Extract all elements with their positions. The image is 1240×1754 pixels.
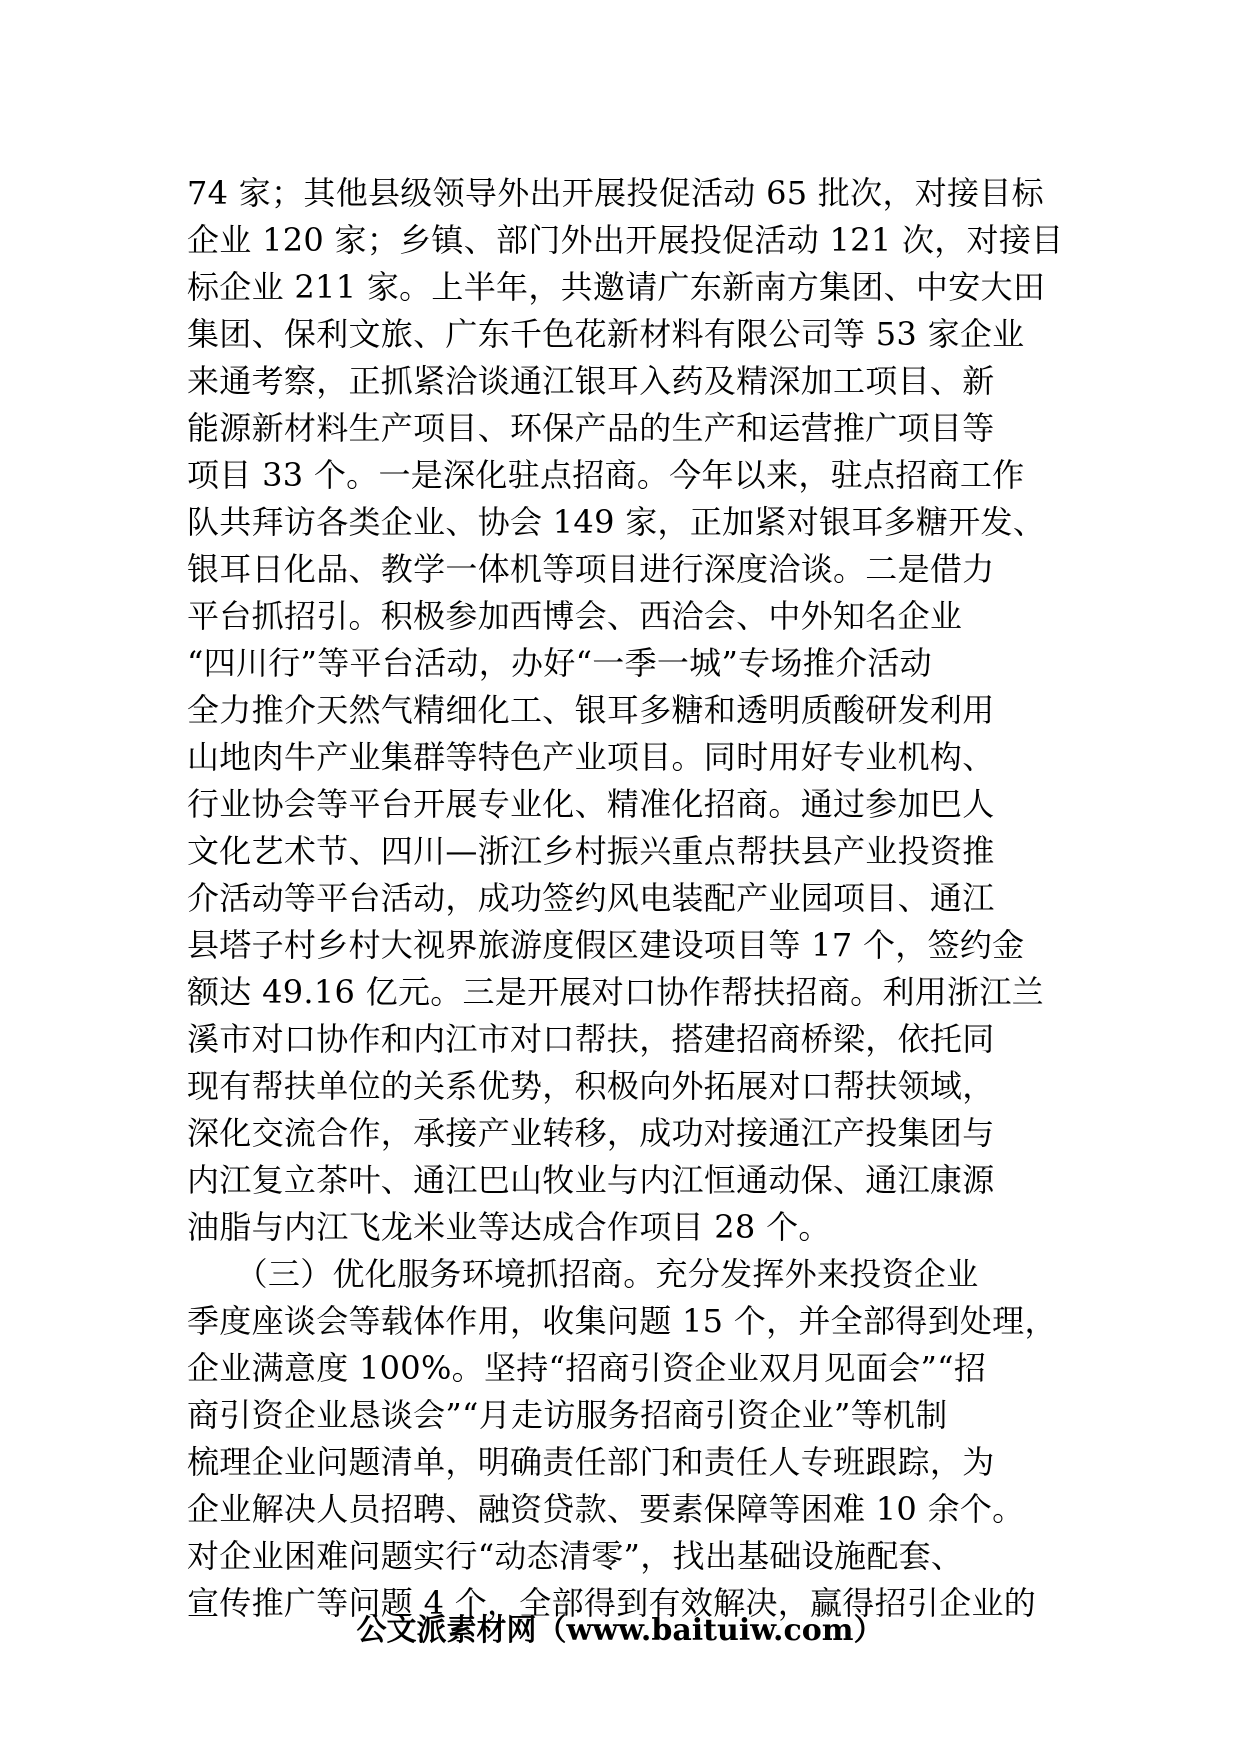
text-line: 项目 33 个。一是深化驻点招商。今年以来，驻点招商工作 <box>187 456 1025 494</box>
text-line: 队共拜访各类企业、协会 149 家，正加紧对银耳多糖开发、 <box>187 503 1046 541</box>
text-line: 现有帮扶单位的关系优势，积极向外拓展对口帮扶领域， <box>187 1067 995 1105</box>
body-text <box>187 170 1067 1627</box>
text-line: 季度座谈会等载体作用，收集问题 15 个，并全部得到处理， <box>187 1302 1057 1340</box>
text-line: 宣传推广等问题 4 个，全部得到有效解决，赢得招引企业的 <box>187 1584 1037 1622</box>
text-line: 全力推介天然气精细化工、银耳多糖和透明质酸研发利用 <box>187 691 995 729</box>
text-line: 介活动等平台活动，成功签约风电装配产业园项目、通江 <box>187 879 995 917</box>
text-line: 企业 120 家；乡镇、部门外出开展投促活动 121 次，对接目 <box>187 221 1064 259</box>
text-line: 县塔子村乡村大视界旅游度假区建设项目等 17 个，签约金 <box>187 926 1025 964</box>
text-line: 文化艺术节、四川—浙江乡村振兴重点帮扶县产业投资推 <box>187 832 995 870</box>
text-line: 能源新材料生产项目、环保产品的生产和运营推广项目等 <box>187 409 995 447</box>
text-line: 平台抓招引。积极参加西博会、西洽会、中外知名企业 <box>187 597 963 635</box>
text-line: 额达 49.16 亿元。三是开展对口协作帮扶招商。利用浙江兰 <box>187 973 1044 1011</box>
text-line: 内江复立茶叶、通江巴山牧业与内江恒通动保、通江康源 <box>187 1161 995 1199</box>
text-line: 集团、保利文旅、广东千色花新材料有限公司等 53 家企业 <box>187 315 1025 353</box>
text-line: 对企业困难问题实行“动态清零”，找出基础设施配套、 <box>187 1537 964 1575</box>
text-line: 银耳日化品、教学一体机等项目进行深度洽谈。二是借力 <box>187 550 995 588</box>
text-line: 油脂与内江飞龙米业等达成合作项目 28 个。 <box>187 1208 831 1246</box>
text-line: 企业满意度 100%。坚持“招商引资企业双月见面会”“招 <box>187 1349 987 1387</box>
text-line: “四川行”等平台活动，办好“一季一城”专场推介活动 <box>187 644 932 682</box>
text-line: 标企业 211 家。上半年，共邀请广东新南方集团、中安大田 <box>187 268 1046 306</box>
text-line: 来通考察，正抓紧洽谈通江银耳入药及精深加工项目、新 <box>187 362 995 400</box>
text-line: 74 家；其他县级领导外出开展投促活动 65 批次，对接目标 <box>187 174 1044 212</box>
text-line: 山地肉牛产业集群等特色产业项目。同时用好专业机构、 <box>187 738 995 776</box>
text-line: 商引资企业恳谈会”“月走访服务招商引资企业”等机制 <box>187 1396 948 1434</box>
text-line: 深化交流合作，承接产业转移，成功对接通江产投集团与 <box>187 1114 995 1152</box>
text-line: 梳理企业问题清单，明确责任部门和责任人专班跟踪，为 <box>187 1443 995 1481</box>
text-line: 行业协会等平台开展专业化、精准化招商。通过参加巴人 <box>187 785 995 823</box>
text-line: 溪市对口协作和内江市对口帮扶，搭建招商桥梁，依托同 <box>187 1020 995 1058</box>
section-heading-line: （三）优化服务环境抓招商。充分发挥外来投资企业 <box>187 1255 979 1293</box>
text-line: 企业解决人员招聘、融资贷款、要素保障等困难 10 余个。 <box>187 1490 1025 1528</box>
footer-source: 公文派素材网（www.baituiw.com） <box>356 1613 884 1648</box>
